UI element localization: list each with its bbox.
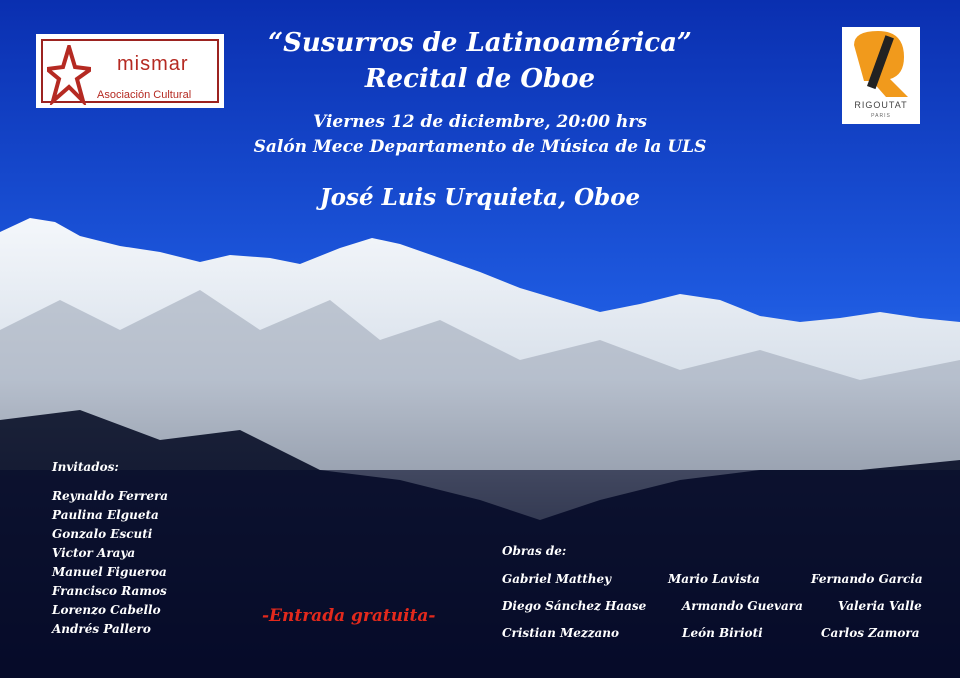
- venue-line: Salón Mece Departamento de Música de la ULS: [253, 137, 707, 157]
- composer-name: Mario Lavista: [668, 572, 760, 586]
- title-line-2: Recital de Oboe: [364, 64, 596, 94]
- guest-name: Reynaldo Ferrera: [52, 489, 169, 503]
- works-heading: Obras de:: [502, 544, 567, 558]
- guest-name: Gonzalo Escuti: [52, 527, 153, 541]
- composer-name: Armando Guevara: [682, 599, 803, 613]
- guests-list: [52, 487, 168, 639]
- composer-name: Valeria Valle: [838, 599, 922, 613]
- logo-left-name: mismar: [117, 53, 189, 75]
- performer-line: José Luis Urquieta, Oboe: [319, 184, 641, 211]
- composer-name: Diego Sánchez Haase: [502, 599, 647, 613]
- composer-name: Carlos Zamora: [821, 626, 920, 640]
- guests-heading: Invitados:: [52, 460, 119, 474]
- title-line-1: “Susurros de Latinoamérica”: [268, 28, 692, 58]
- composer-name: Fernando Garcia: [811, 572, 923, 586]
- logo-right-name: RIGOUTAT: [854, 100, 908, 110]
- guest-name: Andrés Pallero: [52, 622, 151, 636]
- guest-name: Francisco Ramos: [52, 584, 167, 598]
- composer-name: León Birioti: [682, 626, 763, 640]
- guest-name: Manuel Figueroa: [52, 565, 167, 579]
- guest-name: Paulina Elgueta: [52, 508, 159, 522]
- composer-name: Gabriel Matthey: [502, 572, 612, 586]
- guest-name: Lorenzo Cabello: [52, 603, 161, 617]
- composer-name: Cristian Mezzano: [502, 626, 620, 640]
- logo-right-subtitle: PARIS: [871, 113, 891, 119]
- date-line: Viernes 12 de diciembre, 20:00 hrs: [313, 112, 647, 132]
- entry-free-label: -Entrada gratuita-: [262, 606, 436, 626]
- guest-name: Victor Araya: [52, 546, 136, 560]
- logo-left-subtitle: Asociación Cultural: [97, 89, 192, 101]
